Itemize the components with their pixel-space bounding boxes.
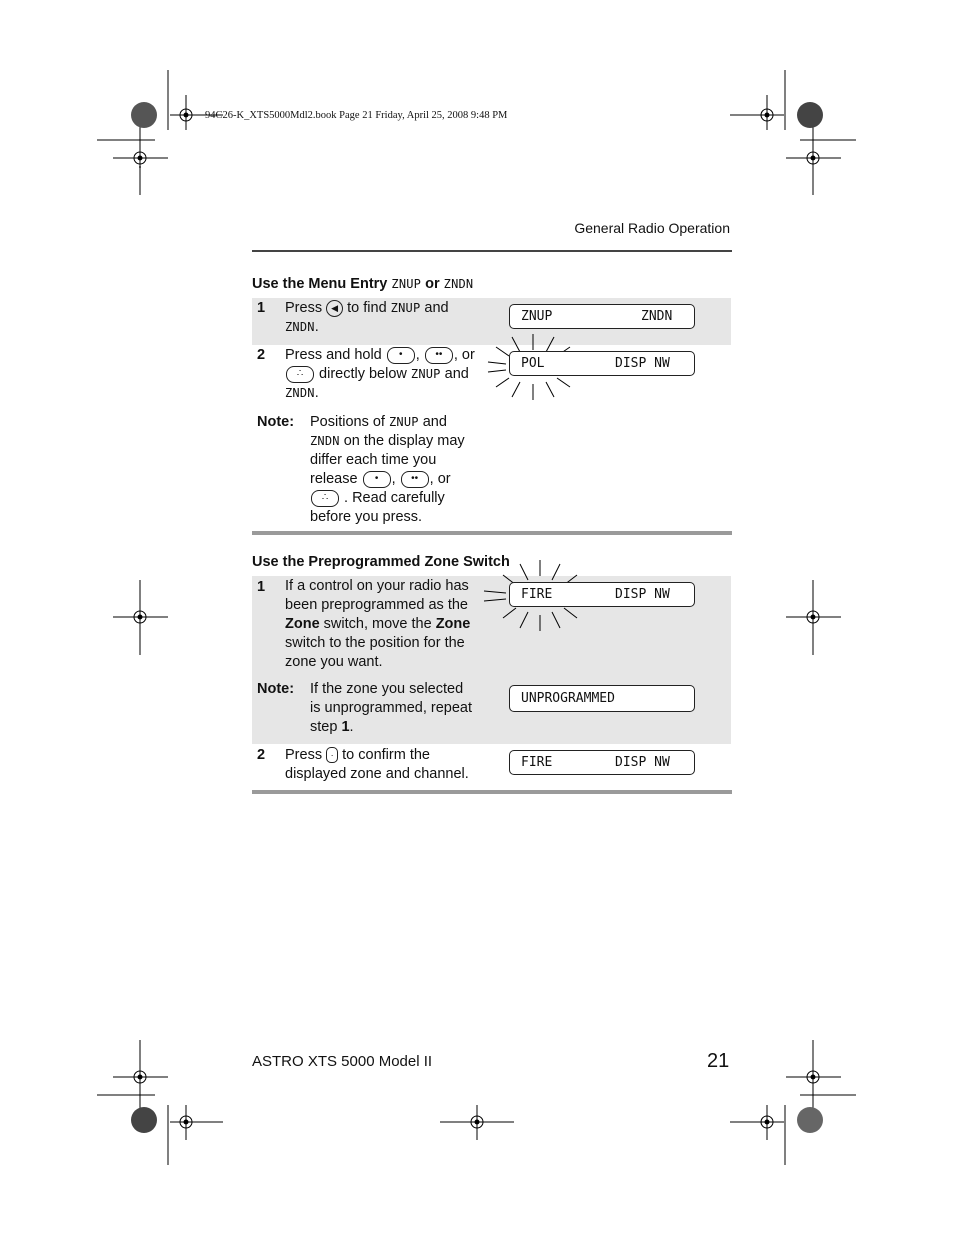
page-number: 21 — [707, 1050, 730, 1072]
menu-key-two-icon: •• — [425, 347, 453, 364]
menu-key-three-icon: ∴ — [286, 366, 314, 383]
step-text: Press and hold • , •• , or ∴ directly below ZNUP and ZNDN. — [285, 347, 475, 401]
running-header: General Radio Operation — [574, 220, 730, 236]
header-rule — [252, 250, 732, 252]
step-number: 1 — [257, 300, 266, 316]
section-title-menu-entry: Use the Menu Entry ZNUP or ZNDN — [252, 276, 474, 292]
menu-key-one-icon: • — [387, 347, 415, 364]
title-code-zndn: ZNDN — [443, 277, 474, 291]
title-code-znup: ZNUP — [391, 277, 422, 291]
note-label: Note: — [257, 681, 295, 697]
ptt-confirm-button-icon: · — [326, 747, 338, 763]
note-text: If the zone you selected is unprogrammed, repeat step 1. — [310, 681, 472, 735]
menu-key-three-icon: ∴ — [311, 490, 339, 507]
note-label: Note: — [257, 414, 295, 430]
section-divider — [252, 531, 732, 535]
footer-model: ASTRO XTS 5000 Model II — [252, 1053, 433, 1070]
section-divider — [252, 790, 732, 794]
step-text: Press ◀ to find ZNUP and ZNDN. — [285, 300, 449, 335]
step-text: If a control on your radio has been preprogrammed as the Zone switch, move the Zone switch to the position for the zone you want. — [285, 578, 471, 670]
step-number: 2 — [257, 747, 266, 763]
lcd-display-fire-disp-confirm: FIRE DISP NW — [509, 750, 695, 775]
file-info: 94C26-K_XTS5000Mdl2.book Page 21 Friday, April 25, 2008 9:48 PM — [205, 110, 508, 121]
lcd-display-unprogrammed: UNPROGRAMMED — [509, 685, 695, 712]
menu-key-two-icon: •• — [401, 471, 429, 488]
lcd-display-znup-zndn: ZNUP ZNDN — [509, 304, 695, 329]
note-text: Positions of ZNUP and ZNDN on the display may differ each time you release • , •• , or ∴ . Read carefully before you press. — [310, 414, 465, 525]
menu-select-button-icon: ◀ — [326, 300, 343, 317]
section-title-zone-switch: Use the Preprogrammed Zone Switch — [252, 554, 510, 570]
lcd-display-fire-disp: FIRE DISP NW — [509, 582, 695, 607]
step-text: Press · to confirm the displayed zone and channel. — [285, 747, 469, 782]
lcd-display-pol-disp: POL DISP NW — [509, 351, 695, 376]
step-number: 1 — [257, 579, 266, 595]
menu-key-one-icon: • — [363, 471, 391, 488]
step-number: 2 — [257, 347, 266, 363]
